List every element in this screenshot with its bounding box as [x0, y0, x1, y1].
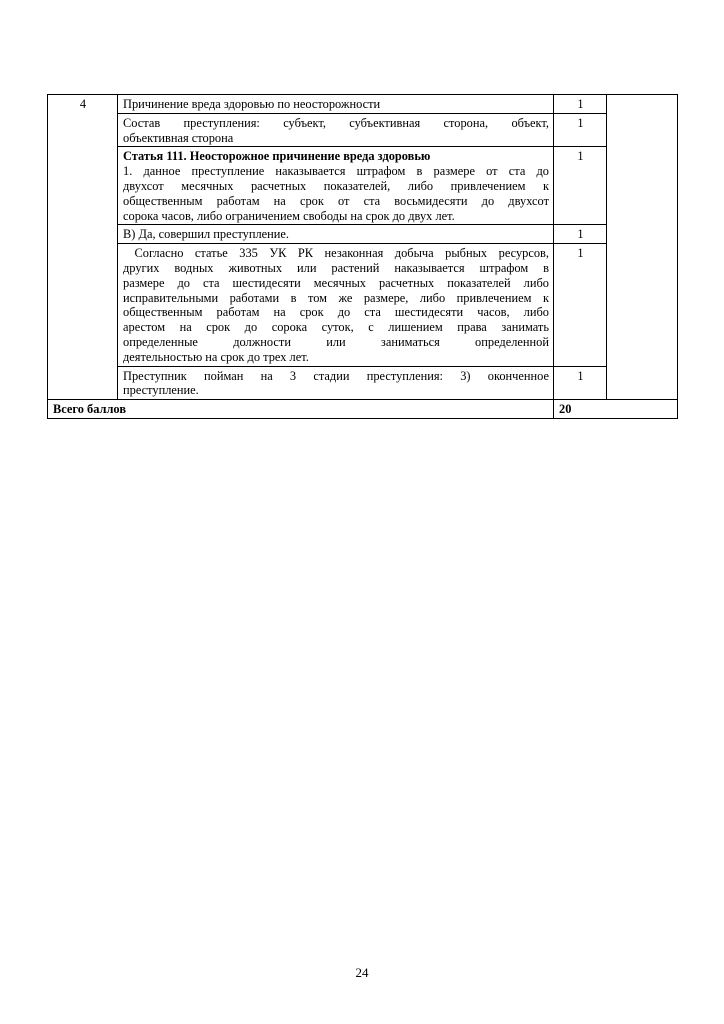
table-row [48, 113, 678, 147]
article-heading: Статья 111. Неосторожное причинение вреда здоровью [123, 149, 431, 164]
empty-cell [607, 95, 678, 400]
score-cell: 1 [554, 244, 607, 366]
text-line: других водных животных или растений наказывается штрафом в [123, 260, 549, 275]
answer-text-cell [118, 113, 554, 147]
text-line: определенные должности или заниматься определенной [123, 334, 549, 349]
total-row [48, 400, 678, 419]
question-number-cell: 4 [48, 95, 118, 400]
answer-text-cell [118, 95, 554, 114]
score-cell: 1 [554, 113, 607, 147]
table-row [48, 147, 678, 225]
text-line: деятельностью на срок до трех лет. [123, 349, 309, 364]
text-line: общественным работам на срок от ста восьмидесяти до двухсот [123, 193, 549, 208]
table-row [48, 366, 678, 400]
text-line: объективная сторона [123, 130, 234, 145]
score-cell: 1 [554, 147, 607, 225]
table-row [48, 244, 678, 366]
text-line: Причинение вреда здоровью по неосторожности [123, 97, 381, 111]
score-cell: 1 [554, 225, 607, 244]
page-number: 24 [355, 965, 369, 980]
answers-table [47, 94, 678, 419]
text-line: Преступник пойман на 3 стадии преступления: 3) оконченное [123, 368, 549, 383]
text-line: исправительными работами в том же размере, либо привлечением к [123, 290, 549, 305]
text-line: арестом на срок до сорока суток, с лишением права занимать [123, 320, 549, 335]
score-cell: 1 [554, 366, 607, 400]
answer-text-cell [118, 225, 554, 244]
text-line: размере до ста шестидесяти месячных расчетных показателей либо [123, 275, 549, 290]
text-line: общественным работам на срок до ста шестидесяти часов, либо [123, 305, 549, 320]
text-line: Согласно статье 335 УК РК незаконная добыча рыбных ресурсов, [123, 246, 549, 261]
text-line: сорока часов, либо ограничением свободы на срок до двух лет. [123, 208, 455, 223]
total-score: 20 [554, 400, 678, 419]
text-line: В) Да, совершил преступление. [123, 227, 290, 242]
table-row [48, 95, 678, 114]
total-label: Всего баллов [48, 400, 554, 419]
table-row [48, 225, 678, 244]
text-line: преступление. [123, 383, 199, 398]
text-line: Состав преступления: субъект, субъективная сторона, объект, [123, 115, 549, 130]
answer-text-cell [118, 147, 554, 225]
answer-text-cell [118, 244, 554, 366]
text-line: двухсот месячных расчетных показателей, либо привлечением к [123, 178, 549, 193]
text-line: 1. данное преступление наказывается штрафом в размере от ста до [123, 164, 549, 179]
answer-text-cell [118, 366, 554, 400]
score-cell: 1 [554, 95, 607, 114]
